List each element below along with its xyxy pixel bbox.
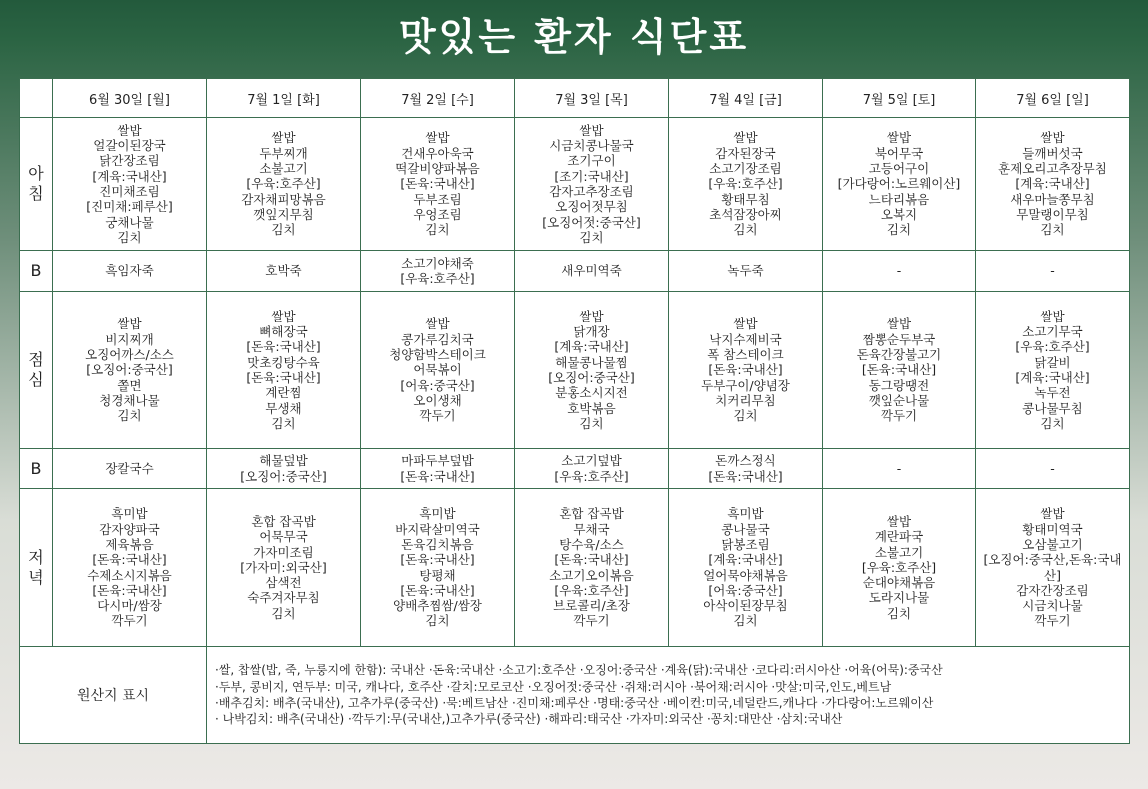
menu-item: 얼어묵야채볶음: [703, 567, 788, 583]
menu-item: 콩나물무침: [1022, 400, 1083, 416]
menu-item: 김치: [733, 613, 758, 629]
menu-item: 콩나물국: [721, 521, 770, 537]
menu-cell: [669, 251, 823, 292]
menu-cell: [669, 449, 823, 489]
day-header: 7월 2일 [수]: [361, 79, 515, 118]
menu-item: 해물덮밥: [259, 453, 308, 469]
menu-item: [우육:호주산]: [400, 271, 475, 286]
menu-item: 흑미밥: [111, 506, 148, 522]
menu-item: [돈육:국내산]: [92, 582, 167, 598]
menu-item: 소고기장조림: [709, 161, 782, 177]
menu-cell: [53, 251, 207, 292]
menu-item: 장칼국수: [105, 460, 154, 476]
menu-item: 깍두기: [419, 408, 456, 424]
menu-item: 동그랑땡전: [868, 377, 930, 393]
menu-item: [계육:국내산]: [92, 168, 167, 184]
menu-item: [돈육:국내산]: [92, 552, 167, 568]
menu-item: 김치: [271, 415, 296, 431]
menu-item: 녹두죽: [727, 263, 764, 279]
menu-item: 무말랭이무침: [1016, 206, 1089, 222]
meal-label: [20, 251, 53, 292]
meal-row-dinner: [20, 489, 1130, 647]
menu-item: 쌀밥: [425, 316, 450, 332]
day-header: 6월 30일 [월]: [53, 79, 207, 118]
origin-line: ·두부, 콩비지, 연두부: 미국, 캐나다, 호주산 ·갈치:모로코산 ·오징어젓:중국산 ·쥐채:러시아 ·북어채:러시아 ·맛살:미국,인도,베트남: [215, 679, 892, 694]
menu-item: 돈까스정식: [715, 453, 776, 469]
menu-item: 무생채: [265, 400, 302, 416]
menu-item: [우육:호주산]: [861, 559, 937, 575]
menu-cell: [207, 292, 361, 449]
meal-label-char: 저: [28, 547, 44, 567]
menu-item: 짬뽕순두부국: [862, 331, 936, 347]
menu-item: 호박죽: [265, 263, 302, 279]
menu-item: [계육:국내산]: [1015, 370, 1090, 385]
menu-item: 조기구이: [567, 153, 616, 169]
header-row: [20, 79, 1130, 118]
menu-item: [우육:호주산]: [246, 176, 321, 192]
menu-item: 감자간장조림: [1016, 582, 1089, 598]
menu-cell: [53, 118, 207, 251]
menu-item: 소고기무국: [1022, 324, 1083, 340]
menu-item: [어육:중국산]: [400, 377, 475, 393]
origin-text: [207, 647, 1130, 744]
meal-label: [20, 118, 53, 251]
day-header: 7월 6일 [일]: [976, 79, 1130, 118]
menu-item: 분홍소시지전: [555, 385, 628, 401]
meal-row-b2: [20, 449, 1130, 489]
menu-item: [오징어:중국산]: [86, 362, 173, 378]
menu-item: 황태무침: [721, 191, 770, 207]
menu-item: 쌀밥: [425, 130, 450, 146]
menu-item: 감자된장국: [715, 145, 776, 161]
menu-item: [돈육:국내산]: [400, 468, 475, 484]
meal-plan-table: [19, 78, 1130, 744]
menu-cell: [361, 118, 515, 251]
menu-cell: [823, 292, 976, 449]
menu-item: 맛초킹탕수육: [247, 354, 320, 370]
menu-item: 오징어까스/소스: [85, 347, 174, 363]
menu-item: 닭간장조림: [99, 153, 160, 169]
menu-item: 닭개장: [573, 324, 610, 340]
menu-cell: [976, 292, 1130, 449]
day-header: 7월 1일 [화]: [207, 79, 361, 118]
menu-item: 닭봉조림: [721, 536, 770, 552]
menu-cell: [515, 489, 669, 647]
menu-item: 김치: [271, 222, 296, 238]
meal-label: [20, 449, 53, 489]
day-header: 7월 4일 [금]: [669, 79, 823, 118]
menu-item: 흑미밥: [727, 506, 764, 522]
menu-item: 쌀밥: [579, 308, 604, 324]
menu-cell: [823, 449, 976, 489]
menu-item: 어묵볶이: [413, 362, 462, 378]
meal-label-char: 녁: [28, 567, 44, 587]
menu-item: 흑임자죽: [105, 263, 154, 279]
menu-item: 시금치나물: [1022, 598, 1083, 614]
menu-item: 도라지나물: [868, 590, 930, 606]
menu-item: 새우미역죽: [561, 263, 622, 279]
menu-item: 김치: [271, 605, 296, 621]
menu-cell: [976, 489, 1130, 647]
menu-item: [돈육:국내산]: [554, 552, 629, 568]
menu-item: 떡갈비양파볶음: [395, 161, 480, 177]
menu-item: 얼갈이된장국: [93, 138, 166, 154]
menu-item: 김치: [886, 605, 912, 621]
menu-item: -: [1050, 460, 1055, 476]
menu-item: 시금치콩나물국: [549, 138, 634, 154]
menu-item: 김치: [117, 229, 142, 245]
menu-item: 순대야채볶음: [862, 575, 936, 591]
menu-item: 계란파국: [874, 529, 924, 545]
menu-item: [가다랑어:노르웨이산]: [837, 176, 961, 192]
menu-cell: [515, 292, 669, 449]
meal-label: [20, 292, 53, 449]
meal-row-b1: [20, 251, 1130, 292]
menu-cell: [976, 118, 1130, 251]
corner-cell: [20, 79, 53, 118]
menu-item: [돈육:국내산]: [708, 362, 783, 378]
menu-item: 쌀밥: [1040, 506, 1065, 522]
menu-cell: [361, 449, 515, 489]
menu-item: 우엉조림: [413, 206, 462, 222]
menu-item: [돈육:국내산]: [400, 176, 475, 192]
menu-item: 오징어젓무침: [555, 199, 628, 215]
menu-item: 쫄면: [117, 377, 142, 393]
menu-item: [가자미:외국산]: [240, 559, 327, 575]
menu-item: 김치: [1040, 415, 1065, 431]
menu-item: 뼈해장국: [259, 324, 308, 340]
menu-cell: [53, 489, 207, 647]
meal-row-lunch: [20, 292, 1130, 449]
day-header: 7월 5일 [토]: [823, 79, 976, 118]
menu-item: 가자미조림: [253, 544, 314, 560]
menu-item: 낙지수제비국: [709, 331, 782, 347]
menu-item: [돈육:국내산]: [400, 582, 475, 598]
menu-item: 폭 참스테이크: [707, 347, 784, 363]
menu-item: 김치: [886, 222, 912, 238]
menu-item: [어육:중국산]: [708, 582, 783, 598]
menu-item: 새우마늘쫑무침: [1010, 191, 1095, 207]
menu-item: 쌀밥: [733, 130, 758, 146]
menu-item: 청경채나물: [99, 392, 160, 408]
menu-item: 쌀밥: [117, 122, 142, 138]
day-header: 7월 3일 [목]: [515, 79, 669, 118]
menu-item: 감자양파국: [99, 521, 160, 537]
menu-cell: [515, 449, 669, 489]
menu-cell: [53, 449, 207, 489]
menu-item: 깻잎순나물: [868, 392, 930, 408]
menu-item: 김치: [733, 408, 758, 424]
menu-item: 깍두기: [1034, 613, 1071, 629]
menu-item: 건새우아욱국: [401, 145, 474, 161]
menu-item: 비지찌개: [105, 331, 154, 347]
menu-item: 쌀밥: [271, 130, 296, 146]
menu-item: 브로콜리/초장: [553, 598, 630, 614]
menu-cell: [669, 292, 823, 449]
menu-item: 탕수육/소스: [559, 536, 624, 552]
menu-item: 오삼불고기: [1022, 536, 1083, 552]
menu-item: 황태미역국: [1022, 521, 1083, 537]
menu-item: 삼색전: [265, 575, 302, 591]
menu-item: 바지락살미역국: [395, 521, 480, 537]
menu-item: 소불고기: [874, 544, 924, 560]
menu-cell: [823, 118, 976, 251]
menu-cell: [976, 251, 1130, 292]
menu-item: 숙주겨자무침: [247, 590, 320, 606]
meal-label-char: B: [30, 458, 42, 478]
menu-item: 소불고기: [259, 161, 308, 177]
menu-item: 콩가루김치국: [401, 331, 474, 347]
menu-cell: [669, 489, 823, 647]
menu-item: [돈육:국내산]: [246, 339, 321, 355]
menu-cell: [207, 118, 361, 251]
menu-item: [우육:호주산]: [554, 468, 629, 484]
menu-item: 김치: [579, 415, 604, 431]
menu-item: [오징어:중국산,돈육:국내산]: [983, 552, 1122, 583]
menu-cell: [669, 118, 823, 251]
menu-item: 오복지: [880, 206, 918, 222]
menu-item: [우육:호주산]: [708, 176, 783, 192]
menu-item: 김치: [579, 229, 604, 245]
menu-item: 감자고추장조림: [549, 184, 634, 199]
menu-item: [우육:호주산]: [554, 582, 629, 598]
origin-line: · 나박김치: 배추(국내산) ·깍두기:무(국내산,)고추가루(중국산) ·해파리:태국산 ·가자미:외국산 ·꽁치:대만산 ·삼치:국내산: [215, 712, 843, 727]
origin-line: ·배추김치: 배추(국내산), 고추가루(중국산) ·묵:베트남산 ·진미채:페루산 ·명태:중국산 ·베이컨:미국,네덜란드,캐나다 ·가다랑어:노르웨이산: [215, 696, 934, 710]
menu-item: 깍두기: [111, 613, 148, 629]
menu-item: 고등어구이: [868, 161, 930, 177]
menu-item: -: [896, 263, 902, 279]
meal-label-char: 점: [28, 350, 44, 369]
menu-item: 궁채나물: [105, 214, 154, 230]
menu-item: 녹두전: [1034, 385, 1071, 401]
menu-item: 느타리볶음: [868, 191, 930, 207]
menu-item: [계육:국내산]: [554, 339, 629, 355]
menu-item: 닭갈비: [1034, 354, 1071, 370]
menu-item: 깻잎지무침: [253, 206, 314, 222]
menu-item: 쌀밥: [886, 513, 912, 529]
menu-cell: [207, 449, 361, 489]
meal-label-char: B: [30, 261, 42, 280]
menu-item: 소고기야채죽: [401, 255, 474, 271]
menu-item: 감자채피망볶음: [241, 191, 326, 207]
menu-cell: [823, 251, 976, 292]
menu-item: 치커리무침: [715, 392, 776, 408]
menu-item: 소고기오이볶음: [549, 567, 634, 583]
menu-item: 마파두부덮밥: [401, 453, 474, 469]
meal-label: [20, 489, 53, 647]
menu-item: 훈제오리고추장무침: [998, 161, 1107, 177]
menu-item: 수제소시지볶음: [87, 567, 172, 583]
menu-item: 쌀밥: [271, 308, 296, 324]
meal-row-morning: [20, 118, 1130, 251]
origin-row: [20, 647, 1130, 744]
menu-item: -: [1050, 263, 1055, 279]
menu-item: [계육:국내산]: [1015, 176, 1090, 192]
menu-item: 돈육김치볶음: [401, 536, 474, 552]
menu-item: 깍두기: [880, 408, 918, 424]
menu-item: 깍두기: [573, 613, 610, 629]
menu-item: 초석잠장아찌: [709, 206, 782, 222]
menu-cell: [53, 292, 207, 449]
menu-item: [돈육:국내산]: [708, 468, 783, 484]
origin-line: ·쌀, 찹쌀(밥, 죽, 누룽지에 한함): 국내산 ·돈육:국내산 ·소고기:호주산 ·오징어:중국산 ·계육(닭):국내산 ·코다리:러시아산 ·어육(어묵):중국산: [215, 663, 943, 678]
menu-item: 어묵무국: [259, 529, 308, 545]
menu-cell: [515, 251, 669, 292]
menu-item: 김치: [425, 613, 450, 629]
menu-item: 소고기덮밥: [561, 453, 622, 469]
page-title: 맛있는 환자 식단표: [398, 15, 750, 59]
menu-item: 쌀밥: [1040, 308, 1065, 324]
meal-label-char: 침: [28, 184, 44, 203]
menu-item: 김치: [425, 222, 450, 238]
menu-item: [돈육:국내산]: [861, 362, 937, 378]
menu-item: 혼합 잡곡밥: [559, 506, 624, 522]
menu-cell: [515, 118, 669, 251]
menu-item: -: [896, 460, 902, 476]
menu-item: [우육:호주산]: [1015, 339, 1090, 355]
menu-item: 호박볶음: [567, 400, 616, 416]
menu-item: 다시마/쌈장: [97, 598, 162, 614]
meal-label-char: 심: [28, 370, 44, 389]
menu-cell: [361, 251, 515, 292]
menu-cell: [976, 449, 1130, 489]
menu-item: [오징어젓:중국산]: [542, 214, 641, 230]
menu-item: 들깨버섯국: [1022, 145, 1083, 161]
menu-item: 쌀밥: [1040, 130, 1065, 146]
menu-item: 두부조림: [413, 191, 462, 207]
menu-item: 쌀밥: [886, 130, 912, 146]
menu-cell: [361, 489, 515, 647]
menu-item: 양배추찜쌈/쌈장: [393, 598, 482, 614]
menu-item: [조기:국내산]: [554, 168, 629, 184]
menu-item: 청양함박스테이크: [389, 347, 486, 363]
menu-item: 탕평채: [419, 567, 456, 583]
menu-cell: [207, 251, 361, 292]
origin-label: 원산지 표시: [20, 647, 207, 744]
menu-item: 두부찌개: [259, 145, 308, 161]
menu-item: 쌀밥: [733, 316, 758, 332]
menu-item: 아삭이된장무침: [703, 598, 788, 614]
menu-item: [돈육:국내산]: [400, 552, 475, 568]
menu-item: 해물콩나물찜: [555, 354, 628, 370]
menu-item: 혼합 잡곡밥: [251, 513, 316, 529]
meal-label-char: 아: [28, 164, 44, 183]
menu-item: [돈육:국내산]: [246, 370, 321, 385]
menu-cell: [361, 292, 515, 449]
menu-cell: [823, 489, 976, 647]
menu-item: [진미채:페루산]: [86, 199, 173, 215]
menu-item: 쌀밥: [117, 316, 142, 332]
menu-item: 오이생채: [413, 392, 462, 408]
menu-item: 제육볶음: [105, 536, 154, 552]
menu-item: 북어무국: [874, 145, 924, 161]
menu-item: 무채국: [573, 521, 610, 537]
menu-item: 김치: [1040, 222, 1065, 238]
menu-item: 계란찜: [265, 385, 302, 401]
menu-item: 흑미밥: [419, 506, 456, 522]
menu-item: [계육:국내산]: [708, 552, 783, 568]
menu-item: 진미채조림: [99, 184, 160, 199]
menu-item: [오징어:중국산]: [548, 370, 635, 385]
menu-item: 두부구이/양념장: [701, 377, 790, 393]
menu-item: 김치: [733, 222, 758, 238]
menu-item: [오징어:중국산]: [240, 468, 327, 484]
menu-item: 쌀밥: [886, 316, 912, 332]
menu-item: 돈육간장불고기: [856, 347, 942, 363]
menu-item: 쌀밥: [579, 122, 604, 138]
menu-item: 김치: [117, 408, 142, 424]
menu-cell: [207, 489, 361, 647]
